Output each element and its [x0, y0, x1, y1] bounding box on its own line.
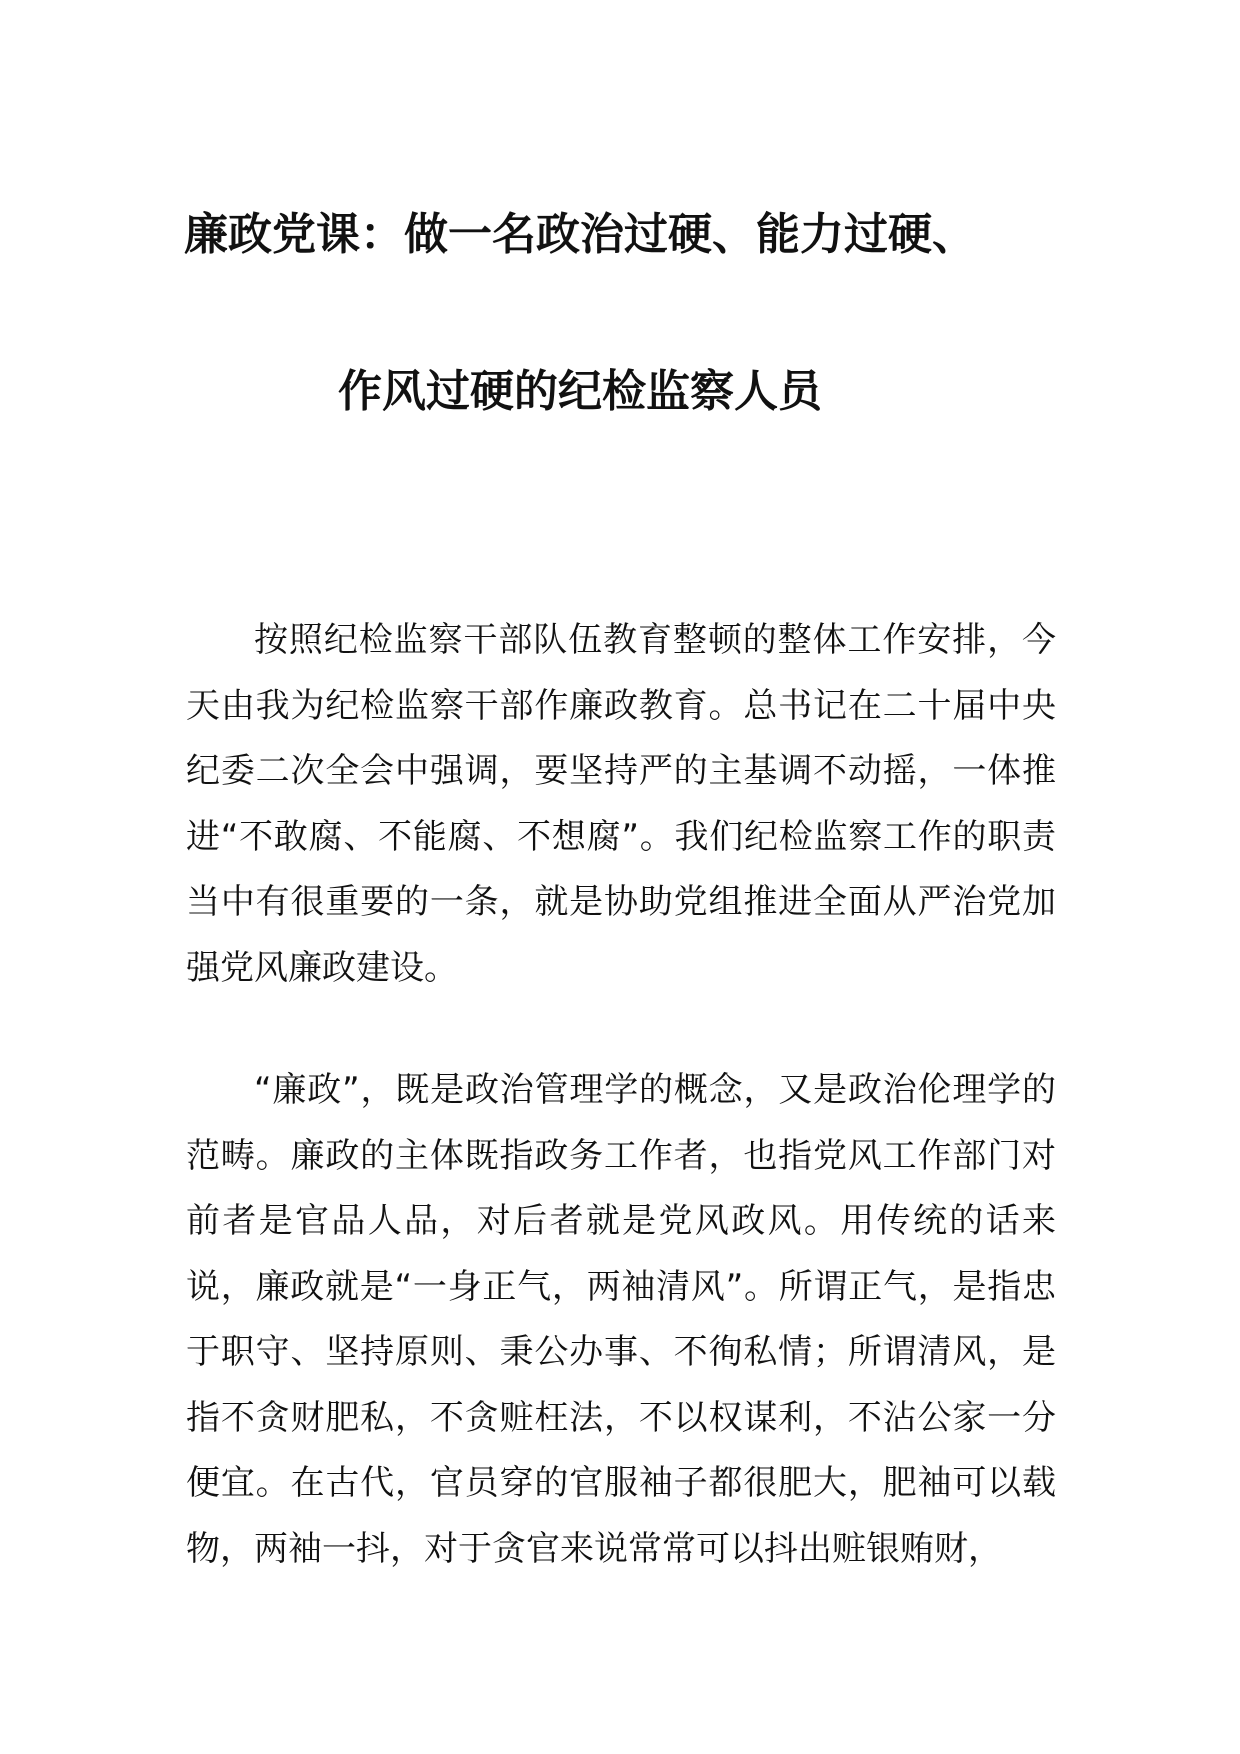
document-title-line-1: 廉政党课：做一名政治过硬、能力过硬、 [184, 209, 976, 260]
body-paragraph-1: 按照纪检监察干部队伍教育整顿的整体工作安排，今天由我为纪检监察干部作廉政教育。总书记在二十届中央纪委二次全会中强调，要坚持严的主基调不动摇，一体推进“不敢腐、不能腐、不想腐”。我们纪检监察工作的职责当中有很重要的一条，就是协助党组推进全面从严治党加强党风廉政建设。 [186, 620, 1056, 988]
body-paragraph-2: “廉政”，既是政治管理学的概念，又是政治伦理学的范畴。廉政的主体既指政务工作者，也指党风工作部门对前者是官品人品，对后者就是党风政风。用传统的话来说，廉政就是“一身正气，两袖清风”。所谓正气，是指忠于职守、坚持原则、秉公办事、不徇私情；所谓清风，是指不贪财肥私，不贪赃枉法，不以权谋利，不沾公家一分便宜。在古代，官员穿的官服袖子都很肥大，肥袖可以载物，两袖一抖，对于贪官来说常常可以抖出赃银贿财， [186, 1070, 1056, 1569]
document-title-line-2: 作风过硬的纪检监察人员 [338, 366, 822, 417]
